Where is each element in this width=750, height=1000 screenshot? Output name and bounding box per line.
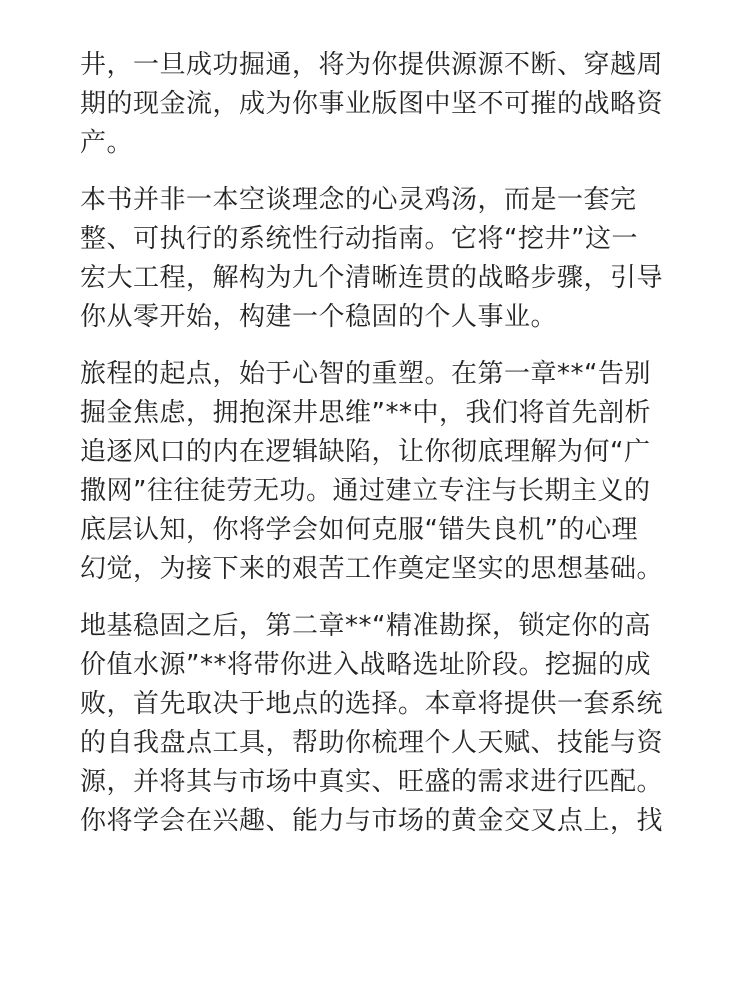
text-line: 底层认知，你将学会如何克服“错失良机”的心理 <box>80 515 638 545</box>
text-line: 地基稳固之后，第二章**“精准勘探，锁定你的高 <box>80 611 651 641</box>
text-line: 撒网”往往徒劳无功。通过建立专注与长期主义的 <box>80 476 651 506</box>
text-line: 幻觉，为接下来的艰苦工作奠定坚实的思想基础。 <box>80 554 664 584</box>
paragraph-1 <box>80 46 670 163</box>
text-line: 本书并非一本空谈理念的心灵鸡汤，而是一套完 <box>80 185 637 215</box>
text-line: 的自我盘点工具，帮助你梳理个人天赋、技能与资 <box>80 728 664 758</box>
paragraph-3 <box>80 355 670 589</box>
text-line: 你将学会在兴趣、能力与市场的黄金交叉点上，找 <box>80 806 664 836</box>
document-page <box>80 46 670 859</box>
text-line: 你从零开始，构建一个稳固的个人事业。 <box>80 302 558 332</box>
text-line: 宏大工程，解构为九个清晰连贯的战略步骤，引导 <box>80 263 664 293</box>
text-line: 旅程的起点，始于心智的重塑。在第一章**“告别 <box>80 359 651 389</box>
text-line: 追逐风口的内在逻辑缺陷，让你彻底理解为何“广 <box>80 437 651 467</box>
text-line: 期的现金流，成为你事业版图中坚不可摧的战略资 <box>80 89 664 119</box>
text-line: 源，并将其与市场中真实、旺盛的需求进行匹配。 <box>80 767 664 797</box>
text-line: 价值水源”**将带你进入战略选址阶段。挖掘的成 <box>80 650 651 680</box>
text-line: 掘金焦虑，拥抱深井思维”**中，我们将首先剖析 <box>80 398 651 428</box>
paragraph-2 <box>80 181 670 337</box>
text-line: 产。 <box>80 128 134 158</box>
paragraph-4 <box>80 607 670 841</box>
text-line: 整、可执行的系统性行动指南。它将“挖井”这一 <box>80 224 638 254</box>
text-line: 井，一旦成功掘通，将为你提供源源不断、穿越周 <box>80 50 664 80</box>
text-line: 败，首先取决于地点的选择。本章将提供一套系统 <box>80 689 664 719</box>
